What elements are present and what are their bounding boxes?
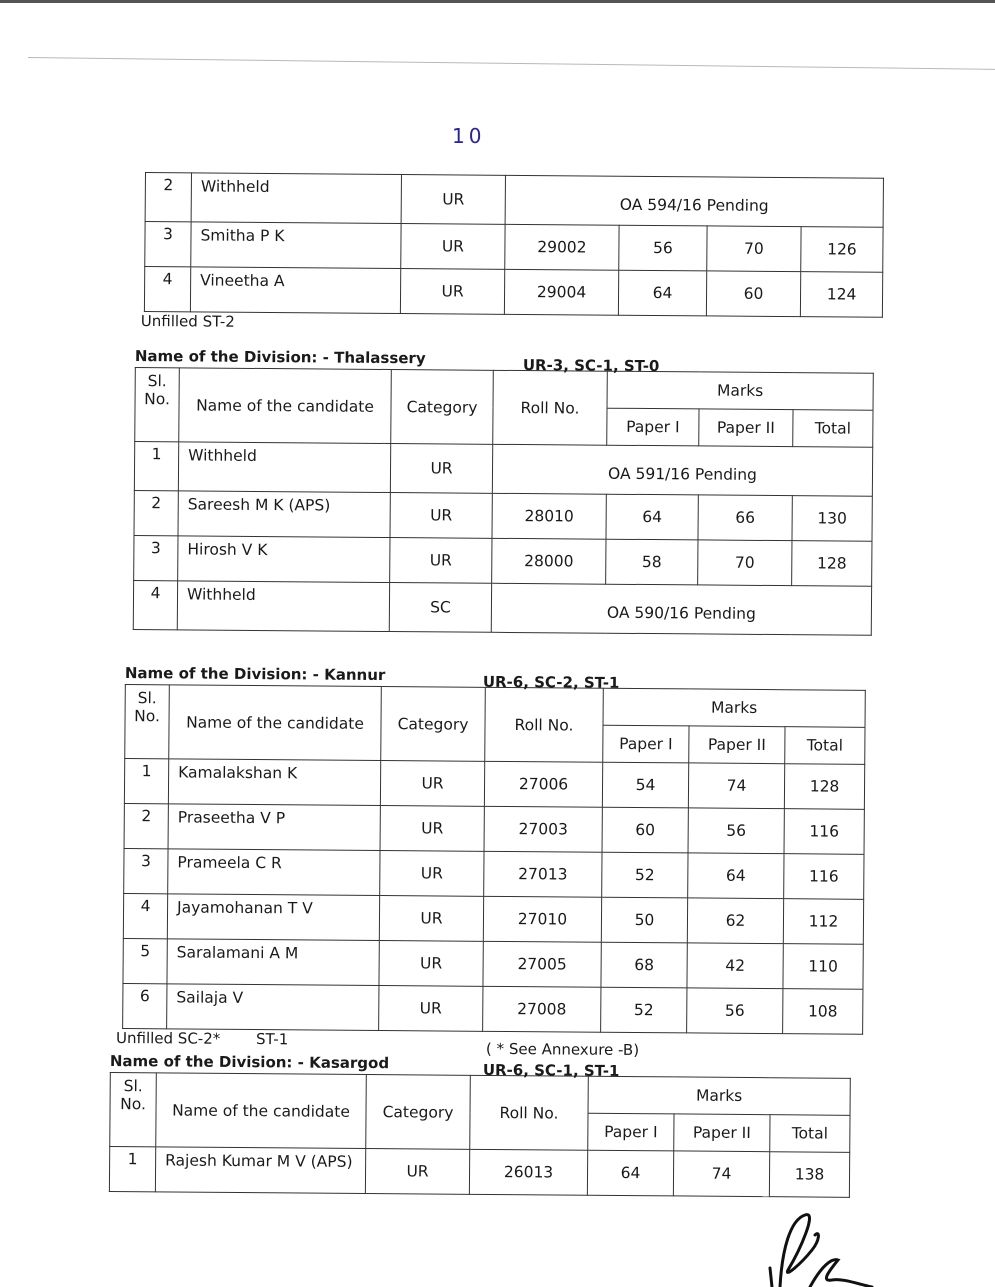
paper2-marks: 62 bbox=[687, 898, 783, 944]
paper2-marks: 60 bbox=[706, 271, 800, 317]
table-row bbox=[145, 222, 883, 273]
col-sl-no: Sl. No. bbox=[135, 368, 180, 442]
table-row bbox=[134, 535, 872, 586]
col-category: Category bbox=[366, 1075, 471, 1150]
paper2-marks: 66 bbox=[698, 495, 792, 541]
roll-no: 26013 bbox=[469, 1149, 587, 1195]
sl-no: 6 bbox=[123, 983, 167, 1028]
total-marks: 128 bbox=[792, 541, 872, 587]
col-total: Total bbox=[770, 1115, 850, 1153]
candidate-name: Kamalakshan K bbox=[168, 759, 380, 806]
scan-artifact-line bbox=[28, 57, 995, 70]
category: UR bbox=[379, 941, 483, 987]
category: UR bbox=[390, 538, 492, 584]
paper1-marks: 50 bbox=[601, 897, 687, 943]
category: UR bbox=[400, 269, 504, 315]
candidate-name: Withheld bbox=[191, 173, 401, 224]
candidate-name: Withheld bbox=[177, 581, 389, 632]
unfilled-st-text: ST-1 bbox=[255, 1030, 289, 1049]
sl-no: 3 bbox=[145, 222, 191, 267]
results-table bbox=[133, 367, 874, 636]
paper1-marks: 64 bbox=[587, 1150, 673, 1196]
page-number: 10 bbox=[452, 124, 486, 148]
category: UR bbox=[390, 493, 492, 539]
roll-no: 27005 bbox=[483, 941, 601, 987]
sl-no: 1 bbox=[124, 759, 168, 804]
col-paper2: Paper II bbox=[674, 1114, 770, 1152]
division-quota: UR-6, SC-2, ST-1 bbox=[482, 672, 620, 692]
col-category: Category bbox=[381, 687, 486, 762]
division-block-continued bbox=[140, 172, 884, 338]
col-paper1: Paper I bbox=[607, 408, 699, 446]
total-marks: 126 bbox=[801, 227, 883, 273]
roll-no: 27003 bbox=[484, 806, 602, 852]
sl-no: 3 bbox=[134, 535, 178, 580]
pending-status: OA 590/16 Pending bbox=[491, 583, 871, 635]
sl-no: 2 bbox=[124, 803, 168, 848]
paper2-marks: 74 bbox=[688, 763, 784, 809]
paper1-marks: 68 bbox=[601, 942, 687, 988]
table-row bbox=[133, 580, 871, 635]
col-roll-no: Roll No. bbox=[493, 370, 608, 445]
table-row bbox=[144, 267, 882, 318]
category: UR bbox=[380, 851, 484, 897]
paper2-marks: 74 bbox=[673, 1151, 769, 1197]
table-row bbox=[124, 759, 864, 810]
total-marks: 128 bbox=[784, 764, 864, 810]
col-category: Category bbox=[391, 370, 494, 445]
category: UR bbox=[390, 444, 492, 494]
total-marks: 108 bbox=[783, 989, 863, 1035]
col-paper2: Paper II bbox=[689, 726, 785, 764]
category: UR bbox=[401, 224, 505, 270]
sl-no: 1 bbox=[134, 442, 178, 491]
scan-top-edge bbox=[0, 0, 995, 3]
unfilled-text: Unfilled ST-2 bbox=[140, 311, 235, 331]
roll-no: 27013 bbox=[484, 851, 602, 897]
table-row bbox=[123, 893, 863, 944]
roll-no: 27006 bbox=[484, 761, 602, 807]
paper1-marks: 56 bbox=[619, 225, 707, 271]
candidate-name: Prameela C R bbox=[168, 849, 380, 896]
table-row bbox=[134, 490, 872, 541]
col-roll-no: Roll No. bbox=[485, 687, 604, 762]
division-title: Name of the Division: - Kannur bbox=[124, 663, 386, 685]
paper1-marks: 52 bbox=[601, 987, 687, 1033]
candidate-name: Jayamohanan T V bbox=[167, 894, 379, 941]
candidate-name: Praseetha V P bbox=[168, 804, 380, 851]
candidate-name: Sareesh M K (APS) bbox=[178, 491, 390, 538]
roll-no: 29002 bbox=[505, 224, 619, 270]
total-marks: 130 bbox=[792, 496, 872, 542]
table-row bbox=[124, 848, 864, 899]
roll-no: 27010 bbox=[483, 896, 601, 942]
total-marks: 116 bbox=[784, 809, 864, 855]
col-name: Name of the candidate bbox=[179, 368, 392, 444]
paper2-marks: 56 bbox=[687, 988, 783, 1034]
paper1-marks: 58 bbox=[606, 539, 698, 585]
table-row bbox=[124, 803, 864, 854]
sl-no: 4 bbox=[123, 893, 167, 938]
candidate-name: Vineetha A bbox=[190, 267, 400, 314]
unfilled-text: Unfilled SC-2* bbox=[115, 1028, 221, 1048]
sl-no: 2 bbox=[134, 490, 178, 535]
col-sl-no: Sl. No. bbox=[125, 685, 170, 759]
table-row bbox=[145, 173, 883, 228]
roll-no: 28010 bbox=[492, 493, 606, 539]
category: SC bbox=[389, 583, 491, 633]
category: UR bbox=[365, 1149, 469, 1195]
paper1-marks: 52 bbox=[602, 852, 688, 898]
paper2-marks: 70 bbox=[707, 226, 801, 272]
pending-status: OA 594/16 Pending bbox=[505, 175, 883, 227]
roll-no: 27008 bbox=[483, 986, 601, 1032]
results-table bbox=[122, 684, 866, 1035]
division-quota: UR-6, SC-1, ST-1 bbox=[482, 1060, 620, 1081]
paper2-marks: 70 bbox=[698, 540, 792, 586]
division-block-kannur bbox=[115, 662, 866, 1060]
total-marks: 110 bbox=[783, 944, 863, 990]
division-quota: UR-3, SC-1, ST-0 bbox=[522, 356, 660, 376]
paper1-marks: 64 bbox=[618, 270, 706, 316]
total-marks: 138 bbox=[769, 1152, 849, 1198]
sl-no: 5 bbox=[123, 938, 167, 983]
paper1-marks: 54 bbox=[602, 762, 688, 808]
col-marks: Marks bbox=[588, 1076, 850, 1115]
table-row bbox=[109, 1147, 849, 1198]
total-marks: 116 bbox=[784, 854, 864, 900]
category: UR bbox=[380, 806, 484, 852]
division-title: Name of the Division: - Thalassery bbox=[134, 346, 426, 368]
paper2-marks: 64 bbox=[688, 853, 784, 899]
results-table bbox=[144, 172, 884, 318]
col-name: Name of the candidate bbox=[169, 685, 382, 761]
col-marks: Marks bbox=[607, 371, 873, 410]
sl-no: 4 bbox=[133, 580, 177, 629]
candidate-name: Smitha P K bbox=[191, 222, 401, 269]
sl-no: 1 bbox=[109, 1147, 155, 1192]
candidate-name: Saralamani A M bbox=[167, 939, 379, 986]
category: UR bbox=[380, 761, 484, 807]
sl-no: 3 bbox=[124, 848, 168, 893]
division-title: Name of the Division: - Kasargod bbox=[109, 1051, 390, 1073]
header-row bbox=[125, 685, 865, 728]
paper1-marks: 64 bbox=[606, 494, 698, 540]
col-marks: Marks bbox=[603, 688, 865, 727]
paper2-marks: 42 bbox=[687, 943, 783, 989]
col-sl-no: Sl. No. bbox=[110, 1073, 157, 1147]
col-total: Total bbox=[785, 727, 865, 765]
col-paper1: Paper I bbox=[603, 725, 689, 763]
paper2-marks: 56 bbox=[688, 808, 784, 854]
candidate-name: Rajesh Kumar M V (APS) bbox=[155, 1147, 365, 1194]
sl-no: 2 bbox=[145, 173, 191, 222]
category: UR bbox=[379, 986, 483, 1032]
pending-status: OA 591/16 Pending bbox=[492, 444, 872, 496]
roll-no: 28000 bbox=[492, 538, 606, 584]
header-row bbox=[110, 1073, 850, 1116]
sl-no: 4 bbox=[144, 267, 190, 312]
signature-icon bbox=[760, 1210, 995, 1287]
header-row bbox=[135, 368, 873, 411]
candidate-name: Withheld bbox=[178, 442, 390, 493]
candidate-name: Hirosh V K bbox=[178, 536, 390, 583]
col-total: Total bbox=[793, 410, 873, 448]
total-marks: 124 bbox=[800, 272, 882, 318]
table-row bbox=[134, 442, 872, 497]
results-table bbox=[109, 1072, 851, 1198]
division-block-thalassery bbox=[133, 345, 874, 636]
candidate-name: Sailaja V bbox=[167, 984, 379, 1031]
paper1-marks: 60 bbox=[602, 807, 688, 853]
category: UR bbox=[379, 896, 483, 942]
col-roll-no: Roll No. bbox=[470, 1075, 589, 1150]
division-block-kasargod bbox=[109, 1050, 851, 1198]
total-marks: 112 bbox=[783, 899, 863, 945]
col-paper1: Paper I bbox=[588, 1113, 674, 1151]
col-paper2: Paper II bbox=[699, 409, 793, 447]
table-row bbox=[123, 938, 863, 989]
col-name: Name of the candidate bbox=[156, 1073, 367, 1149]
roll-no: 29004 bbox=[504, 269, 618, 315]
annexure-note: ( * See Annexure -B) bbox=[485, 1039, 640, 1060]
category: UR bbox=[401, 175, 505, 225]
table-row bbox=[123, 983, 863, 1034]
